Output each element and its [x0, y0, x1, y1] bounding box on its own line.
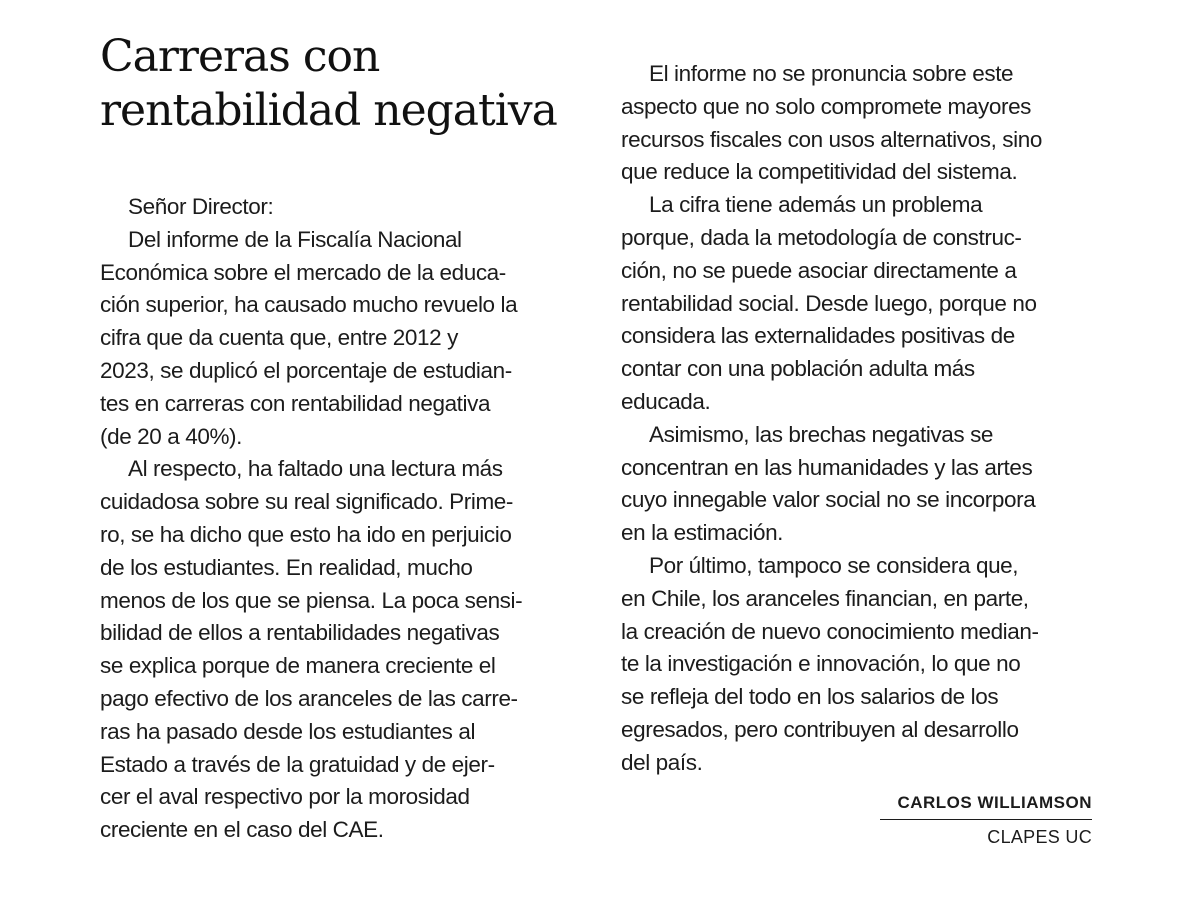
text-line: El informe no se pronuncia sobre este [649, 61, 1014, 86]
text-line: Señor Director: [128, 194, 274, 219]
text-line: La cifra tiene además un problema [649, 192, 983, 218]
text-line: de los estudiantes. En realidad, mucho [100, 554, 473, 580]
text-line: se refleja del todo en los salarios de los [621, 684, 999, 710]
text-line: considera las externalidades positivas de [621, 323, 1015, 349]
text-line: aspecto que no solo compromete mayores [621, 93, 1032, 119]
letter-signature [880, 790, 1092, 849]
text-line: Estado a través de la gratuidad y de ejer- [100, 751, 495, 777]
text-line: se explica porque de manera creciente el [100, 653, 496, 679]
text-line: ción superior, ha causado mucho revuelo la [100, 292, 518, 318]
left-column-lines [100, 191, 522, 847]
author-name: CARLOS WILLIAMSON [897, 793, 1092, 812]
text-line: bilidad de ellos a rentabilidades negativas [100, 620, 500, 646]
text-line: Al respecto, ha faltado una lectura más [128, 456, 503, 482]
text-line: Económica sobre el mercado de la educa- [100, 259, 506, 285]
text-line: contar con una población adulta más [621, 356, 975, 382]
text-line: tes en carreras con rentabilidad negativa [100, 390, 491, 416]
text-line: en la estimación. [621, 520, 784, 546]
text-line: cuidadosa sobre su real significado. Prime- [100, 489, 514, 515]
signature-divider [880, 819, 1092, 820]
text-line: en Chile, los aranceles financian, en parte, [621, 585, 1029, 611]
text-line: la creación de nuevo conocimiento median- [621, 618, 1039, 644]
text-line: (de 20 a 40%). [100, 423, 242, 449]
text-line: ción, no se puede asociar directamente a [621, 257, 1017, 283]
text-line: recursos fiscales con usos alternativos, sino [621, 126, 1042, 152]
text-line: creciente en el caso del CAE. [100, 817, 384, 843]
text-line: 2023, se duplicó el porcentaje de estudian- [100, 357, 512, 383]
text-line: Por último, tampoco se considera que, [649, 552, 1019, 578]
text-line: cuyo innegable valor social no se incorpora [621, 487, 1036, 513]
text-line: pago efectivo de los aranceles de las carre- [100, 685, 518, 711]
author-affiliation: CLAPES UC [987, 827, 1092, 847]
headline-line-1: Carreras con [100, 31, 380, 82]
right-column-lines [621, 58, 1042, 780]
letter-headline [100, 30, 580, 138]
text-line: Asimismo, las brechas negativas se [649, 421, 994, 447]
text-line: egresados, pero contribuyen al desarrollo [621, 716, 1019, 742]
text-line: Del informe de la Fiscalía Nacional [128, 226, 462, 252]
text-line: educada. [621, 388, 711, 414]
text-line: ro, se ha dicho que esto ha ido en perjuicio [100, 521, 512, 547]
text-line: del país. [621, 749, 703, 775]
text-line: que reduce la competitividad del sistema. [621, 159, 1018, 185]
text-line: cifra que da cuenta que, entre 2012 y [100, 325, 458, 351]
headline-line-2: rentabilidad negativa [100, 85, 557, 136]
text-line: rentabilidad social. Desde luego, porque no [621, 290, 1037, 316]
text-line: concentran en las humanidades y las artes [621, 454, 1033, 480]
text-line: ras ha pasado desde los estudiantes al [100, 718, 476, 744]
text-line: menos de los que se piensa. La poca sensi- [100, 587, 523, 613]
text-line: porque, dada la metodología de construc- [621, 224, 1022, 250]
text-line: cer el aval respectivo por la morosidad [100, 784, 470, 810]
text-line: te la investigación e innovación, lo que no [621, 651, 1021, 677]
